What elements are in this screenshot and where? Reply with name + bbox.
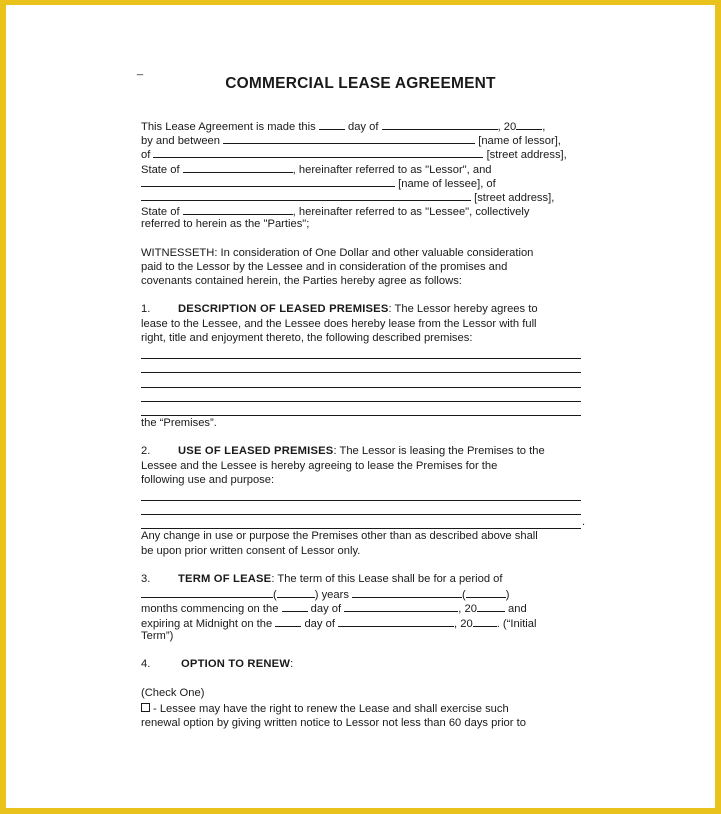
term-years-number-blank[interactable] bbox=[277, 586, 315, 598]
section-2-line: Lessee and the Lessee is hereby agreeing to lease the Premises for the bbox=[141, 459, 498, 472]
lessee-address-blank[interactable] bbox=[141, 189, 471, 201]
witnesseth-line: WITNESSETH: In consideration of One Dollar and other valuable consideration bbox=[141, 246, 534, 259]
premises-blank-line[interactable] bbox=[141, 373, 581, 387]
intro-line: referred to herein as the "Parties"; bbox=[141, 218, 310, 231]
premises-blank-line[interactable] bbox=[141, 359, 581, 373]
renew-option-line: renewal option by giving written notice to Lessor not less than 60 days prior to bbox=[141, 716, 526, 729]
commence-year-blank[interactable] bbox=[477, 600, 505, 612]
expire-year-blank[interactable] bbox=[473, 615, 497, 627]
term-line: months commencing on the day of , 20 and bbox=[141, 600, 581, 614]
section-2-line: be upon prior written consent of Lessor only. bbox=[141, 544, 361, 557]
commence-month-blank[interactable] bbox=[344, 600, 458, 612]
intro-line: [street address], bbox=[141, 189, 581, 203]
section-1-line: right, title and enjoyment thereto, the following described premises: bbox=[141, 331, 473, 344]
use-blank-line[interactable]: . bbox=[141, 515, 581, 529]
section-1-line: lease to the Lessee, and the Lessee does hereby lease from the Lessor with full bbox=[141, 317, 537, 330]
intro-line: by and between [name of lessor], bbox=[141, 132, 581, 146]
document-title: COMMERCIAL LEASE AGREEMENT bbox=[225, 75, 496, 92]
intro-line: [name of lessee], of bbox=[141, 175, 581, 189]
term-line: Term”) bbox=[141, 629, 174, 642]
section-1-heading: DESCRIPTION OF LEASED PREMISES bbox=[178, 303, 389, 316]
renew-option-line: - Lessee may have the right to renew the Lease and shall exercise such bbox=[141, 702, 581, 716]
intro-line: State of , hereinafter referred to as "Lessee", collectively bbox=[141, 203, 581, 217]
premises-blank-line[interactable] bbox=[141, 402, 581, 416]
expire-month-blank[interactable] bbox=[338, 615, 454, 627]
term-months-words-blank[interactable] bbox=[352, 586, 462, 598]
section-4-heading: OPTION TO RENEW bbox=[181, 658, 291, 671]
section-2-line: Any change in use or purpose the Premises other than as described above shall bbox=[141, 530, 538, 543]
section-2-heading-line: 2. USE OF LEASED PREMISES: The Lessor is leasing the Premises to the bbox=[141, 445, 545, 458]
section-3-heading-line: 3. TERM OF LEASE: The term of this Lease shall be for a period of bbox=[141, 573, 503, 585]
intro-line: of [street address], bbox=[141, 146, 581, 160]
section-1-heading-line: 1. DESCRIPTION OF LEASED PREMISES: The Lessor hereby agrees to bbox=[141, 303, 538, 316]
commence-day-blank[interactable] bbox=[282, 600, 308, 612]
section-1-line: the “Premises”. bbox=[141, 416, 217, 429]
intro-line: State of , hereinafter referred to as "Lessor", and bbox=[141, 161, 581, 175]
premises-blank-line[interactable] bbox=[141, 345, 581, 359]
section-3-heading: TERM OF LEASE bbox=[178, 573, 272, 585]
year-blank[interactable] bbox=[516, 118, 542, 130]
lessee-state-blank[interactable] bbox=[183, 203, 293, 215]
check-one-label: (Check One) bbox=[141, 686, 205, 699]
expire-day-blank[interactable] bbox=[275, 615, 301, 627]
section-4-heading-line: 4. OPTION TO RENEW: bbox=[141, 658, 294, 671]
use-blank-line[interactable] bbox=[141, 487, 581, 501]
lessee-name-blank[interactable] bbox=[141, 175, 395, 187]
term-years-words-blank[interactable] bbox=[141, 586, 273, 598]
term-line: expiring at Midnight on the day of , 20 . (“Initial bbox=[141, 615, 581, 629]
lessor-state-blank[interactable] bbox=[183, 161, 293, 173]
renew-option-checkbox[interactable] bbox=[141, 703, 150, 712]
day-blank[interactable] bbox=[319, 118, 345, 130]
top-mark: _ bbox=[137, 64, 144, 76]
term-line: ( ) years ( ) bbox=[141, 586, 581, 600]
witnesseth-line: covenants contained herein, the Parties hereby agree as follows: bbox=[141, 275, 462, 288]
section-2-line: following use and purpose: bbox=[141, 473, 275, 486]
use-blank-line[interactable] bbox=[141, 501, 581, 515]
section-2-heading: USE OF LEASED PREMISES bbox=[178, 445, 334, 458]
lessor-name-blank[interactable] bbox=[223, 132, 475, 144]
witnesseth-line: paid to the Lessor by the Lessee and in consideration of the promises and bbox=[141, 260, 508, 273]
document-page bbox=[6, 5, 715, 808]
lessor-address-blank[interactable] bbox=[153, 146, 483, 158]
month-blank[interactable] bbox=[382, 118, 498, 130]
intro-line: This Lease Agreement is made this day of , 20 , bbox=[141, 118, 581, 132]
premises-blank-line[interactable] bbox=[141, 388, 581, 402]
document-body bbox=[141, 118, 586, 730]
term-months-number-blank[interactable] bbox=[466, 586, 506, 598]
